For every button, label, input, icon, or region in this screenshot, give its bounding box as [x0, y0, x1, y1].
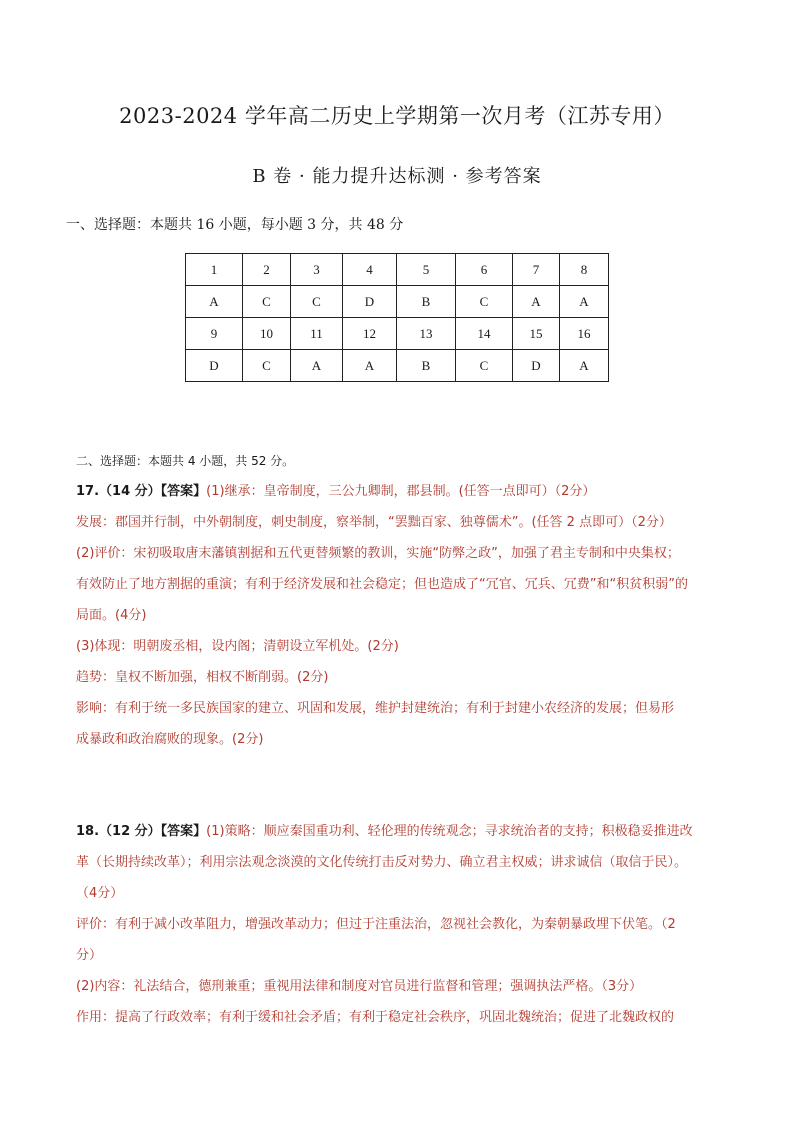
answer-line: (2)内容：礼法结合，德刑兼重；重视用法律和制度对官员进行监督和管理；强调执法严格。（3分）: [76, 979, 643, 994]
answer-cell: D: [186, 350, 243, 382]
answer-cell: B: [397, 350, 456, 382]
answer-line: 发展：郡国并行制，中外朝制度，刺史制度，察举制，“罢黜百家、独尊儒术”。(任答 2 点即可）（2分）: [76, 515, 672, 530]
question-number-cell: 12: [343, 318, 397, 350]
answer-text: (1)继承：皇帝制度，三公九卿制，郡县制。(任答一点即可）（2分）: [206, 484, 596, 499]
answer-cell: B: [397, 286, 456, 318]
answer-line: 作用：提高了行政效率；有利于缓和社会矛盾；有利于稳定社会秩序，巩固北魏统治；促进了北魏政权的: [76, 1010, 675, 1025]
question-number-cell: 11: [291, 318, 343, 350]
question-number-cell: 13: [397, 318, 456, 350]
answer-cell: C: [243, 350, 291, 382]
question-number-row: [186, 254, 609, 286]
answer-line: 评价：有利于减小改革阻力，增强改革动力；但过于注重法治，忽视社会教化，为秦朝暴政埋下伏笔。（2: [76, 917, 676, 932]
answer-text: (1)策略：顺应秦国重功利、轻伦理的传统观念；寻求统治者的支持；积极稳妥推进改: [206, 824, 693, 839]
answer-line: 革（长期持续改革）；利用宗法观念淡漠的文化传统打击反对势力、确立君主权威；讲求诚信（取信于民）。: [76, 855, 688, 870]
page-title: 2023-2024 学年高二历史上学期第一次月考（江苏专用）: [119, 104, 675, 128]
question-number-cell: 10: [243, 318, 291, 350]
section-2-heading: 二、选择题：本题共 4 小题，共 52 分。: [76, 454, 295, 468]
question-label: 18.（12 分）【答案】: [76, 824, 207, 839]
answer-table: [185, 253, 609, 382]
answer-line: (3)体现：明朝废丞相，设内阁；清朝设立军机处。(2分): [76, 639, 399, 654]
answer-cell: A: [560, 286, 609, 318]
answer-row: [186, 286, 609, 318]
answer-row: [186, 350, 609, 382]
question-number-cell: 5: [397, 254, 456, 286]
page-subtitle: B 卷 · 能力提升达标测 · 参考答案: [252, 166, 542, 187]
answer-line: 影响：有利于统一多民族国家的建立、巩固和发展，维护封建统治；有利于封建小农经济的发展；但易形: [76, 701, 675, 716]
answer-cell: D: [513, 350, 560, 382]
answer-cell: D: [343, 286, 397, 318]
answer-cell: A: [186, 286, 243, 318]
answer-line: 成暴政和政治腐败的现象。(2分): [76, 732, 264, 747]
question-18-answer: [76, 816, 726, 1033]
question-number-cell: 1: [186, 254, 243, 286]
answer-cell: A: [343, 350, 397, 382]
question-number-cell: 16: [560, 318, 609, 350]
answer-line: [76, 816, 726, 847]
answer-line: 有效防止了地方割据的重演；有利于经济发展和社会稳定；但也造成了“冗官、冗兵、冗费”和“积贫积弱”的: [76, 577, 688, 592]
question-number-cell: 14: [456, 318, 513, 350]
answer-line: 分）: [76, 948, 103, 963]
question-number-row: [186, 318, 609, 350]
question-number-cell: 8: [560, 254, 609, 286]
question-number-cell: 2: [243, 254, 291, 286]
answer-line: （4分）: [76, 886, 124, 901]
answer-cell: C: [291, 286, 343, 318]
answer-cell: A: [291, 350, 343, 382]
answer-cell: C: [456, 286, 513, 318]
answer-line: [76, 476, 726, 507]
question-number-cell: 9: [186, 318, 243, 350]
question-number-cell: 3: [291, 254, 343, 286]
question-number-cell: 6: [456, 254, 513, 286]
question-number-cell: 4: [343, 254, 397, 286]
answer-line: 局面。(4分): [76, 608, 147, 623]
answer-cell: A: [513, 286, 560, 318]
question-label: 17.（14 分）【答案】: [76, 484, 207, 499]
section-1-heading: 一、选择题：本题共 16 小题，每小题 3 分，共 48 分: [66, 217, 404, 233]
answer-cell: A: [560, 350, 609, 382]
answer-cell: C: [456, 350, 513, 382]
question-number-cell: 7: [513, 254, 560, 286]
answer-line: 趋势：皇权不断加强，相权不断削弱。(2分): [76, 670, 329, 685]
answer-cell: C: [243, 286, 291, 318]
question-number-cell: 15: [513, 318, 560, 350]
question-17-answer: [76, 476, 726, 755]
answer-line: (2)评价：宋初吸取唐末藩镇割据和五代更替频繁的教训，实施“防弊之政”，加强了君主专制和中央集权；: [76, 546, 680, 561]
